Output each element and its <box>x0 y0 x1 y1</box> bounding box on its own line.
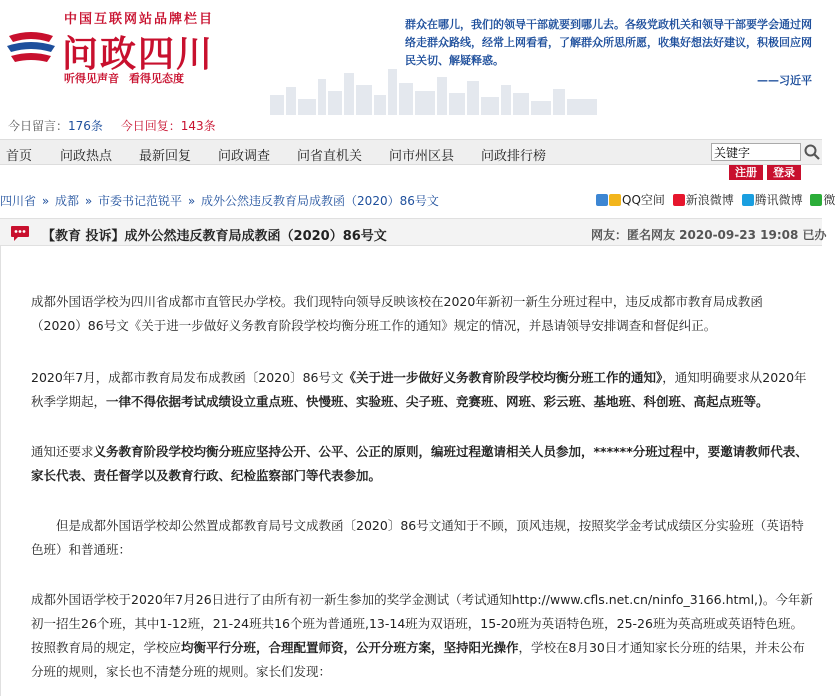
nav-provincial-agencies[interactable]: 问省直机关 <box>297 149 363 164</box>
crumb-current: 成外公然违反教育局成教函（2020）86号文 <box>201 194 439 208</box>
city-skyline-decoration <box>270 65 600 115</box>
content-paragraph-2 <box>31 366 813 414</box>
crumb-separator: » <box>84 194 93 208</box>
crumb-separator: » <box>187 194 196 208</box>
login-button[interactable]: 登录 <box>767 165 801 180</box>
main-nav <box>0 139 822 165</box>
leader-quote: 群众在哪儿，我们的领导干部就要到哪儿去。各级党政机关和领导干部要学会通过网络走群众路线，经常上网看看，了解群众所思所愿，收集好想法好建议，积极回应网民关切、解疑释惑。 <box>405 18 812 67</box>
tencent-weibo-icon <box>742 194 754 206</box>
weibo-icon <box>673 194 685 206</box>
share-tencent-weibo[interactable] <box>742 193 803 207</box>
p5-text: 成都外国语学校于2020年7月26日进行了由所有初一新生参加的奖学金测试（考试通知http://www.cfls.net.cn/ninfo_3166.html,)。今年新初一招生26个班，其中1-12班，21-24班共16个班为普通班,13-14班为双语班，15-20班为英语特色班，25-26班为英高班或英语特色班。按照教育局的规定，学校应 <box>31 592 813 655</box>
crumb-province[interactable]: 四川省 <box>0 194 37 208</box>
content-paragraph-1: 成都外国语学校为四川省成都市直管民办学校。我们现特向领导反映该校在2020年新初一新生分班过程中，违反成都市教育局成教函（2020）86号文《关于进一步做好义务教育阶段学校均衡分班工作的通知》规定的情况，并恳请领导安排调查和督促纠正。 <box>31 294 763 333</box>
p5-requirement: 均衡平行分班，合理配置师资，公开分班方案，坚持阳光操作 <box>181 640 519 655</box>
share-qzone-label: QQ空间 <box>622 193 665 207</box>
p2-text-2: ，通知明确要求从2020年秋季学期起， <box>31 370 807 409</box>
breadcrumb <box>0 192 441 209</box>
message-counts <box>8 117 216 134</box>
content-paragraph-5 <box>31 588 813 684</box>
p3-requirement: 义务教育阶段学校均衡分班应坚持公开、公平、公正的原则，编班过程邀请相关人员参加，******分班过程中，要邀请教师代表、家长代表、责任督学以及教育行政、纪检监察部门等代表参加。 <box>31 444 808 483</box>
slogan-part-1: 听得见声音 <box>64 72 119 85</box>
register-button[interactable]: 注册 <box>729 165 763 180</box>
p3-text: 通知还要求 <box>31 444 94 459</box>
logo-slogan <box>64 70 194 86</box>
today-msg-label: 今日留言： <box>8 119 69 133</box>
search-icon[interactable] <box>803 143 821 161</box>
nav-hot-topics[interactable]: 问政热点 <box>60 149 113 164</box>
brand-tagline: 中国互联网站品牌栏目 <box>64 12 215 27</box>
nav-home[interactable]: 首页 <box>6 149 33 164</box>
p5-text-2: ，学校在8月30日才通知家长分班的结果，并未公布分班的规则，家长也不清楚分班的规则。家长们发现： <box>31 640 805 679</box>
qzone-icon <box>609 194 621 206</box>
wechat-icon <box>810 194 822 206</box>
share-weibo[interactable] <box>673 193 734 207</box>
content-paragraph-4: 但是成都外国语学校却公然置成都教育局号文成教函〔2020〕86号文通知于不顾，顶风违规，按照奖学金考试成绩区分实验班（英语特色班）和普通班： <box>31 518 804 557</box>
crumb-secretary[interactable]: 市委书记范锐平 <box>98 194 183 208</box>
today-msg-count: 176条 <box>68 119 103 133</box>
crumb-city[interactable]: 成都 <box>55 194 80 208</box>
search-input[interactable] <box>711 143 801 161</box>
content-paragraph-3 <box>31 440 813 488</box>
today-reply-count: 143条 <box>180 119 216 133</box>
nav-surveys[interactable]: 问政调查 <box>218 149 271 164</box>
today-reply-label: 今日回复： <box>120 119 181 133</box>
share-qzone[interactable] <box>596 193 665 207</box>
site-logo-text[interactable]: 问政四川 <box>62 33 215 75</box>
nav-latest-replies[interactable]: 最新回复 <box>139 149 192 164</box>
p2-requirement: 一律不得依据考试成绩设立重点班、快慢班、实验班、尖子班、竞赛班、网班、彩云班、基地班、科创班、高起点班等。 <box>106 394 769 409</box>
speech-bubble-icon <box>10 224 30 242</box>
share-bar <box>596 191 835 208</box>
share-wechat[interactable] <box>810 193 835 207</box>
share-wechat-label: 微 <box>823 193 835 207</box>
logo-emblem-icon[interactable] <box>5 30 57 64</box>
plus-icon <box>596 194 608 206</box>
site-header <box>0 0 822 112</box>
share-weibo-label: 新浪微博 <box>685 193 734 207</box>
post-title: 【教育 投诉】成外公然违反教育局成教函（2020）86号文 <box>42 229 387 244</box>
nav-city-districts[interactable]: 问市州区县 <box>389 149 455 164</box>
share-tencent-weibo-label: 腾讯微博 <box>754 193 803 207</box>
post-title-bar <box>0 218 827 246</box>
post-meta: 网友：匿名网友 2020-09-23 19:08 已办 <box>591 228 827 242</box>
slogan-part-2: 看得见态度 <box>129 72 184 85</box>
p2-text: 2020年7月，成都市教育局发布成教函〔2020〕86号文 <box>31 370 344 385</box>
post-content <box>0 246 822 696</box>
nav-rankings[interactable]: 问政排行榜 <box>481 149 547 164</box>
p2-doc-title: 《关于进一步做好义务教育阶段学校均衡分班工作的通知》 <box>343 370 663 385</box>
crumb-separator: » <box>41 194 50 208</box>
quote-author: ——习近平 <box>757 74 812 87</box>
